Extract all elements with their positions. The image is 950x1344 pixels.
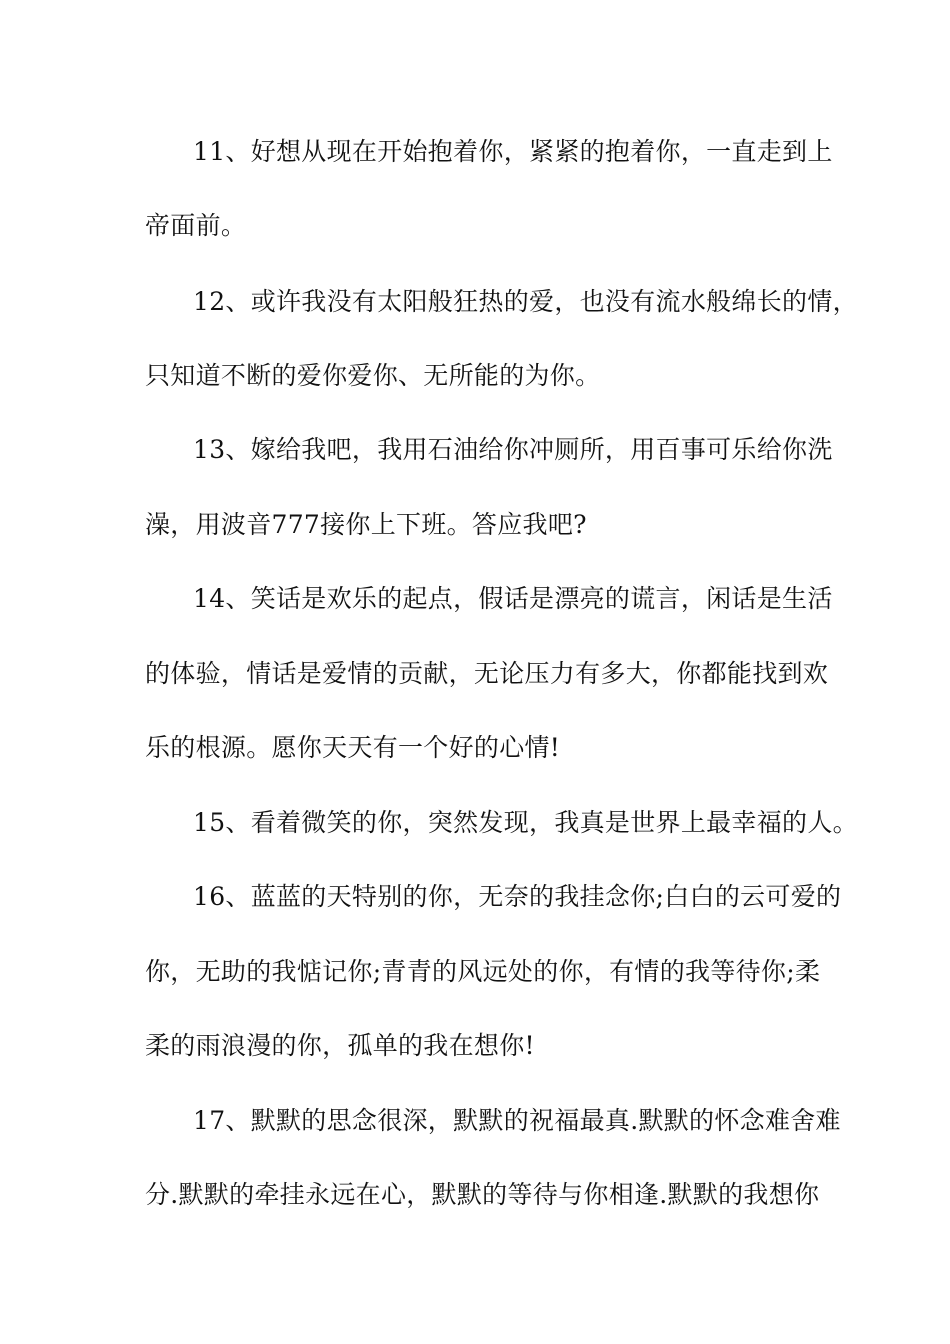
paragraph-14-line-3: 乐的根源。愿你天天有一个好的心情! xyxy=(145,733,561,762)
paragraph-14-line-1: 14、笑话是欢乐的起点，假话是漂亮的谎言，闲话是生活 xyxy=(193,584,833,613)
paragraph-16-line-1: 16、蓝蓝的天特别的你，无奈的我挂念你;白白的云可爱的 xyxy=(193,882,842,911)
paragraph-17-line-1: 17、默默的思念很深，默默的祝福最真.默默的怀念难舍难 xyxy=(193,1106,841,1135)
paragraph-13-line-2: 澡，用波音777接你上下班。答应我吧? xyxy=(145,510,587,539)
paragraph-15-line-1: 15、看着微笑的你，突然发现，我真是世界上最幸福的人。 xyxy=(193,808,858,837)
paragraph-11-line-1: 11、好想从现在开始抱着你，紧紧的抱着你，一直走到上 xyxy=(193,137,833,166)
paragraph-13-line-1: 13、嫁给我吧，我用石油给你冲厕所，用百事可乐给你洗 xyxy=(193,435,833,464)
paragraph-14-line-2: 的体验，情话是爱情的贡献，无论压力有多大，你都能找到欢 xyxy=(145,659,829,688)
paragraph-16-line-3: 柔的雨浪漫的你，孤单的我在想你! xyxy=(145,1031,535,1060)
paragraph-12-line-1: 12、或许我没有太阳般狂热的爱，也没有流水般绵长的情， xyxy=(193,287,858,316)
paragraph-16-line-2: 你，无助的我惦记你;青青的风远处的你，有情的我等待你;柔 xyxy=(145,957,821,986)
paragraph-11-line-2: 帝面前。 xyxy=(145,211,247,240)
paragraph-17-line-2: 分.默默的牵挂永远在心，默默的等待与你相逢.默默的我想你 xyxy=(145,1180,820,1209)
paragraph-12-line-2: 只知道不断的爱你爱你、无所能的为你。 xyxy=(145,361,601,390)
